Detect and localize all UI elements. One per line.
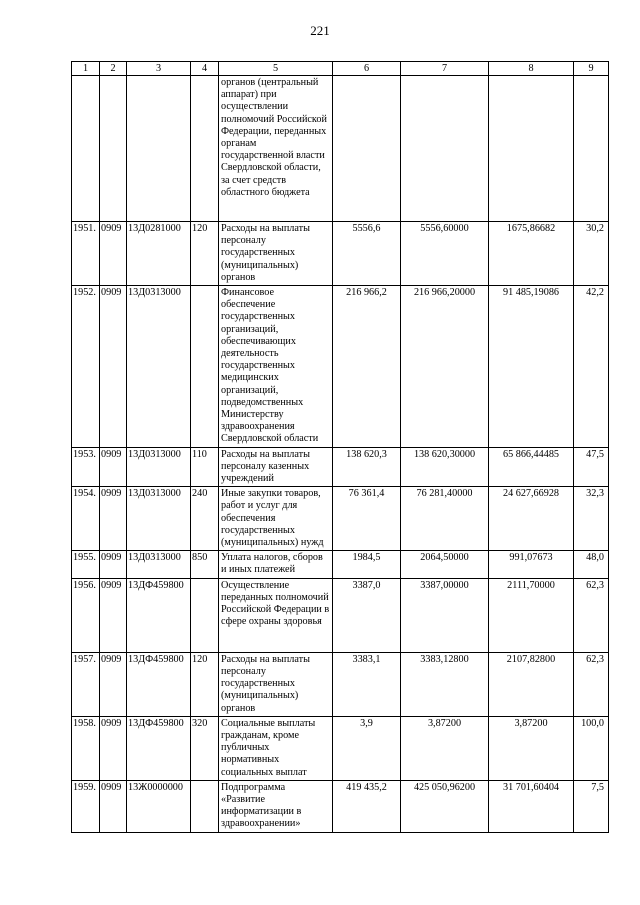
plan-value: 216 966,2: [333, 286, 401, 448]
section-code: 0909: [100, 487, 127, 551]
header-cell: 1: [72, 62, 100, 76]
percent-value: 48,0: [574, 551, 609, 578]
item-name: Уплата налогов, сборов и иных платежей: [219, 551, 333, 578]
row-number: 1957.: [72, 652, 100, 716]
target-code: 13Ж0000000: [127, 780, 191, 832]
table-row: [72, 222, 609, 286]
header-cell: 7: [401, 62, 489, 76]
percent-value: 32,3: [574, 487, 609, 551]
section-code: 0909: [100, 286, 127, 448]
target-code: 13ДФ459800: [127, 578, 191, 652]
executed-value: 2111,70000: [489, 578, 574, 652]
percent-value: 30,2: [574, 222, 609, 286]
expense-type: 110: [191, 447, 219, 487]
plan-value: 3383,1: [333, 652, 401, 716]
percent-value: 100,0: [574, 716, 609, 780]
approved-value: 138 620,30000: [401, 447, 489, 487]
plan-value: 1984,5: [333, 551, 401, 578]
item-name: Расходы на выплаты персоналу государственных (муниципальных) органов: [219, 222, 333, 286]
header-row: [72, 62, 609, 76]
table-row: [72, 76, 609, 222]
executed-value: 991,07673: [489, 551, 574, 578]
approved-value: 5556,60000: [401, 222, 489, 286]
executed-value: 65 866,44485: [489, 447, 574, 487]
approved-value: 216 966,20000: [401, 286, 489, 448]
table-row: [72, 286, 609, 448]
target-code: 13ДФ459800: [127, 716, 191, 780]
section-code: 0909: [100, 222, 127, 286]
target-code: 13Д0313000: [127, 447, 191, 487]
expense-type: [191, 286, 219, 448]
table-row: [72, 780, 609, 832]
expense-type: 320: [191, 716, 219, 780]
target-code: 13Д0281000: [127, 222, 191, 286]
plan-value: 3387,0: [333, 578, 401, 652]
expense-type: 240: [191, 487, 219, 551]
table-row: [72, 716, 609, 780]
row-number: [72, 76, 100, 222]
row-number: 1958.: [72, 716, 100, 780]
target-code: 13Д0313000: [127, 487, 191, 551]
section-code: 0909: [100, 780, 127, 832]
budget-table: [71, 61, 609, 833]
section-code: 0909: [100, 716, 127, 780]
table-row: [72, 447, 609, 487]
header-cell: 4: [191, 62, 219, 76]
plan-value: 3,9: [333, 716, 401, 780]
section-code: 0909: [100, 652, 127, 716]
plan-value: 419 435,2: [333, 780, 401, 832]
row-number: 1951.: [72, 222, 100, 286]
approved-value: 3387,00000: [401, 578, 489, 652]
percent-value: 62,3: [574, 578, 609, 652]
executed-value: 1675,86682: [489, 222, 574, 286]
header-cell: 3: [127, 62, 191, 76]
table-row: [72, 487, 609, 551]
row-number: 1954.: [72, 487, 100, 551]
item-name: органов (центральный аппарат) при осуществлении полномочий Российской Федерации, переданных органам государственной власти Свердловской области, за счет средств областного бюджета: [219, 76, 333, 222]
target-code: 13Д0313000: [127, 551, 191, 578]
section-code: 0909: [100, 551, 127, 578]
target-code: 13ДФ459800: [127, 652, 191, 716]
item-name: Социальные выплаты гражданам, кроме публичных нормативных социальных выплат: [219, 716, 333, 780]
expense-type: 120: [191, 652, 219, 716]
expense-type: [191, 578, 219, 652]
row-number: 1955.: [72, 551, 100, 578]
target-code: 13Д0313000: [127, 286, 191, 448]
expense-type: [191, 780, 219, 832]
executed-value: 3,87200: [489, 716, 574, 780]
item-name: Расходы на выплаты персоналу казенных учреждений: [219, 447, 333, 487]
row-number: 1952.: [72, 286, 100, 448]
header-cell: 2: [100, 62, 127, 76]
percent-value: 47,5: [574, 447, 609, 487]
table-row: [72, 578, 609, 652]
executed-value: 24 627,66928: [489, 487, 574, 551]
header-cell: 5: [219, 62, 333, 76]
item-name: Финансовое обеспечение государственных организаций, обеспечивающих деятельность государственных медицинских организаций, подведомственных Министерству здравоохранения Свердловской области: [219, 286, 333, 448]
expense-type: [191, 76, 219, 222]
plan-value: [333, 76, 401, 222]
executed-value: 31 701,60404: [489, 780, 574, 832]
section-code: 0909: [100, 578, 127, 652]
executed-value: 2107,82800: [489, 652, 574, 716]
approved-value: 76 281,40000: [401, 487, 489, 551]
expense-type: 120: [191, 222, 219, 286]
expense-type: 850: [191, 551, 219, 578]
plan-value: 76 361,4: [333, 487, 401, 551]
item-name: Осуществление переданных полномочий Российской Федерации в сфере охраны здоровья: [219, 578, 333, 652]
approved-value: [401, 76, 489, 222]
section-code: 0909: [100, 447, 127, 487]
percent-value: [574, 76, 609, 222]
section-code: [100, 76, 127, 222]
item-name: Расходы на выплаты персоналу государственных (муниципальных) органов: [219, 652, 333, 716]
approved-value: 3383,12800: [401, 652, 489, 716]
target-code: [127, 76, 191, 222]
page-number: 221: [310, 23, 330, 38]
percent-value: 42,2: [574, 286, 609, 448]
table-row: [72, 551, 609, 578]
executed-value: 91 485,19086: [489, 286, 574, 448]
approved-value: 425 050,96200: [401, 780, 489, 832]
header-cell: 6: [333, 62, 401, 76]
header-cell: 8: [489, 62, 574, 76]
plan-value: 138 620,3: [333, 447, 401, 487]
item-name: Иные закупки товаров, работ и услуг для обеспечения государственных (муниципальных) нужд: [219, 487, 333, 551]
table-row: [72, 652, 609, 716]
approved-value: 2064,50000: [401, 551, 489, 578]
plan-value: 5556,6: [333, 222, 401, 286]
row-number: 1953.: [72, 447, 100, 487]
approved-value: 3,87200: [401, 716, 489, 780]
row-number: 1956.: [72, 578, 100, 652]
percent-value: 7,5: [574, 780, 609, 832]
item-name: Подпрограмма «Развитие информатизации в здравоохранении»: [219, 780, 333, 832]
executed-value: [489, 76, 574, 222]
header-cell: 9: [574, 62, 609, 76]
row-number: 1959.: [72, 780, 100, 832]
percent-value: 62,3: [574, 652, 609, 716]
